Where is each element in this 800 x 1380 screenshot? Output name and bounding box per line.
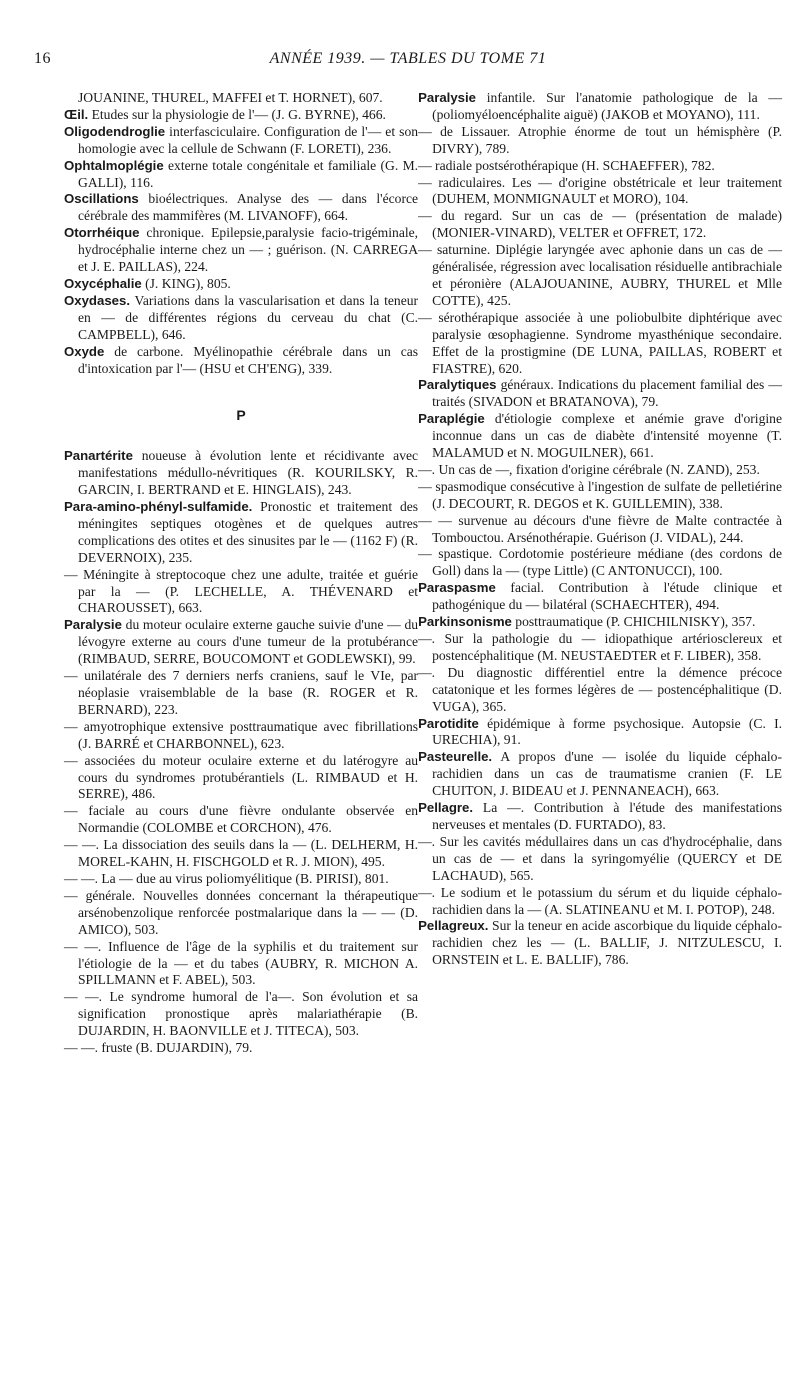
entry-headword: Oxycéphalie bbox=[64, 275, 142, 291]
index-entry bbox=[64, 1040, 418, 1057]
entry-text: interfasciculaire. Configuration de l'— et son homologie avec la cellule de Schwann (F. LORETI), 236. bbox=[78, 123, 419, 156]
index-entry bbox=[64, 989, 418, 1040]
entry-headword: Parkinsonisme bbox=[418, 614, 512, 630]
entry-text: —. Le sodium et le potassium du sérum et du liquide céphalo-rachidien dans la — (A. SLATINEANU et M. I. POTOP), 248. bbox=[418, 884, 782, 917]
entry-headword: Paralysie bbox=[418, 90, 476, 105]
entry-text: — —. Le syndrome humoral de l'a—. Son évolution et sa signification pronostique après malariathérapie (B. DUJARDIN, H. BAONVILLE et J. TITECA), 503. bbox=[64, 989, 419, 1039]
entry-text: — —. La — due au virus poliomyélitique (B. PIRISI), 801. bbox=[64, 870, 389, 886]
index-entry bbox=[418, 749, 782, 800]
entry-text: — —. fruste (B. DUJARDIN), 79. bbox=[64, 1040, 253, 1056]
right-column bbox=[418, 90, 782, 1057]
index-entry bbox=[64, 344, 418, 378]
index-entry bbox=[64, 871, 418, 888]
index-entry bbox=[418, 631, 782, 665]
entry-text: —. Sur les cavités médullaires dans un cas d'hydrocéphalie, dans un cas de — et dans la syringomyélie (QUERCY et DE LACHAUD), 565. bbox=[418, 833, 782, 883]
entry-headword: Paraplégie bbox=[418, 411, 485, 427]
index-entry bbox=[418, 242, 782, 310]
entry-text: bioélectriques. Analyse des — dans l'écorce cérébrale des mammifères (M. LIVANOFF), 664. bbox=[78, 191, 419, 224]
index-entry bbox=[418, 411, 782, 462]
entry-text: — radiculaires. Les — d'origine obstétricale et leur traitement (DUHEM, MONMIGNAULT et MORO), 104. bbox=[418, 174, 782, 207]
index-entry bbox=[418, 800, 782, 834]
index-entry bbox=[64, 448, 418, 499]
index-entry bbox=[64, 837, 418, 871]
entry-text: — sérothérapique associée à une poliobulbite diphtérique avec paralysie œsophagienne. Syndrome myasthénique secondaire. Effet de la prostigmine (DE LUNA, PAILLAS, ROBERT et FIASTRE), 620. bbox=[418, 309, 782, 376]
index-entry bbox=[64, 617, 418, 668]
index-entry bbox=[418, 834, 782, 885]
entry-text: — associées du moteur oculaire externe et du latérogyre au cours du syndromes protubérantiels (L. RIMBAUD et H. SERRE), 486. bbox=[64, 752, 419, 802]
index-entry bbox=[418, 90, 782, 124]
entry-text: — générale. Nouvelles données concernant la thérapeutique arsénobenzolique renforcée postmalarique dans la — — (D. AMICO), 503. bbox=[64, 887, 419, 937]
entry-headword: Oxyde bbox=[64, 343, 105, 359]
index-entry bbox=[418, 885, 782, 919]
index-entry bbox=[418, 479, 782, 513]
running-title: ANNÉE 1939. — TABLES DU TOME 71 bbox=[269, 50, 547, 67]
entry-headword: Panartérite bbox=[64, 448, 133, 464]
left-column-bottom-entries bbox=[64, 448, 418, 1057]
index-entry bbox=[64, 567, 418, 618]
entry-text: A propos d'une — isolée du liquide céphalo-rachidien dans un cas de traumatisme cranien (F. LE CHUITON, J. BIDEAU et J. PENNANEACH), 663. bbox=[432, 749, 782, 799]
index-entry bbox=[418, 377, 782, 411]
index-entry bbox=[64, 719, 418, 753]
entry-headword: Paralytiques bbox=[418, 377, 497, 393]
entry-headword: Otorrhéique bbox=[64, 225, 140, 241]
entry-text: — radiale postsérothérapique (H. SCHAEFFER), 782. bbox=[418, 157, 715, 173]
index-entry bbox=[64, 499, 418, 567]
entry-text: —. Un cas de —, fixation d'origine cérébrale (N. ZAND), 253. bbox=[418, 461, 760, 477]
entry-text: Pronostic et traitement des méningites septiques otogènes et de quelques autres complications des otites et des sinusites par le — (1162 F) (R. DEVERNOIX), 235. bbox=[78, 499, 419, 565]
index-entry bbox=[64, 888, 418, 939]
entry-text: JOUANINE, THUREL, MAFFEI et T. HORNET), 607. bbox=[78, 90, 383, 105]
index-entry bbox=[418, 546, 782, 580]
entry-text: — unilatérale des 7 derniers nerfs craniens, sauf le VIe, par néoplasie vraisemblable de la base (R. ROGER et R. BERNARD), 223. bbox=[64, 668, 419, 717]
entry-text: — faciale au cours d'une fièvre ondulante observée en Normandie (COLOMBE et CORCHON), 476. bbox=[64, 803, 419, 836]
index-entry bbox=[64, 803, 418, 837]
entry-text: posttraumatique (P. CHICHILNISKY), 357. bbox=[515, 614, 756, 630]
index-entry bbox=[64, 107, 418, 124]
entry-text: épidémique à forme psychosique. Autopsie (C. I. URECHIA), 91. bbox=[432, 715, 783, 748]
entry-headword: Oligodendroglie bbox=[64, 123, 166, 139]
index-entry bbox=[418, 208, 782, 242]
entry-headword: Paraspasme bbox=[418, 580, 496, 596]
index-entry bbox=[64, 191, 418, 225]
entry-text: — spastique. Cordotomie postérieure médiane (des cordons de Goll) dans la — (type Little) (C ANTONUCCI), 100. bbox=[418, 546, 782, 579]
index-entry bbox=[64, 753, 418, 804]
index-entry bbox=[64, 158, 418, 192]
entry-text: généraux. Indications du placement familial des — traités (SIVADON et BRATANOVA), 79. bbox=[432, 377, 782, 410]
left-column bbox=[64, 90, 418, 1057]
entry-headword: Paralysie bbox=[64, 617, 122, 633]
entry-text: — spasmodique consécutive à l'ingestion de sulfate de pelletiérine (J. DECOURT, R. DEGOS et K. GUILLEMIN), 338. bbox=[418, 478, 782, 511]
entry-text: du moteur oculaire externe gauche suivie d'une — du lévogyre externe au cours d'une tumeur de la protubérance (RIMBAUD, SERRE, BOUCOMONT et GODLEWSKI), 99. bbox=[78, 617, 419, 667]
entry-text: externe totale congénitale et familiale (G. M. GALLI), 116. bbox=[78, 157, 419, 190]
page-number: 16 bbox=[34, 50, 51, 67]
entry-headword: Parotidite bbox=[418, 715, 479, 731]
index-entry bbox=[64, 668, 418, 719]
entry-text: — —. Influence de l'âge de la syphilis et du traitement sur l'étiologie de la — et du tabes (AUBRY, R. MICHON A. SPILLMANN et F. ABEL), 503. bbox=[64, 938, 419, 988]
index-entry bbox=[418, 580, 782, 614]
entry-headword: Pellagre. bbox=[418, 800, 474, 816]
entry-text: — Méningite à streptocoque chez une adulte, traitée et guérie par la — (P. LECHELLE, A. THÉVENARD et CHAROUSSET), 663. bbox=[64, 566, 419, 616]
entry-text: —. Du diagnostic différentiel entre la démence précoce catatonique et les formes légères de — postencéphalitique (D. VUGA), 365. bbox=[418, 664, 782, 714]
entry-text: infantile. Sur l'anatomie pathologique de la — (poliomyéloencéphalite aiguë) (JAKOB et MOYANO), 111. bbox=[432, 90, 782, 122]
index-entry bbox=[418, 462, 782, 479]
entry-text: —. Sur la pathologie du — idiopathique artériosclereux et postencéphalitique (M. NEUSTAEDTER et F. LIBER), 358. bbox=[418, 631, 782, 663]
entry-headword: Oxydases. bbox=[64, 292, 130, 308]
index-entry bbox=[64, 90, 418, 107]
entry-text: noueuse à évolution lente et récidivante avec manifestations médullo-névritiques (R. KOURILSKY, R. GARCIN, I. BERTRAND et E. HINGLAIS), 243. bbox=[78, 448, 419, 498]
index-entry bbox=[418, 175, 782, 209]
entry-text: Variations dans la vascularisation et dans la teneur en — de différentes régions du cerveau du chat (C. CAMPBELL), 646. bbox=[78, 292, 419, 342]
entry-text: — amyotrophique extensive posttraumatique avec fibrillations (J. BARRÉ et CHARBONNEL), 623. bbox=[64, 718, 419, 751]
entry-headword: Para-amino-phényl-sulfamide. bbox=[64, 499, 253, 515]
entry-text: de carbone. Myélinopathie cérébrale dans un cas d'intoxication par l'— (HSU et CH'ENG), 339. bbox=[78, 343, 419, 376]
entry-text: La —. Contribution à l'étude des manifestations nerveuses et mentales (D. FURTADO), 83. bbox=[432, 800, 782, 832]
index-entry bbox=[418, 310, 782, 378]
entry-text: Etudes sur la physiologie de l'— (J. G. BYRNE), 466. bbox=[91, 106, 386, 122]
left-column-top-entries bbox=[64, 90, 418, 377]
index-entry bbox=[418, 124, 782, 158]
entry-text: Sur la teneur en acide ascorbique du liquide céphalo-rachidien chez les — (L. BALLIF, J. NITZULESCU, I. ORNSTEIN et L. E. BALLIF), 786. bbox=[432, 918, 782, 968]
index-entry bbox=[64, 124, 418, 158]
entry-text: — saturnine. Diplégie laryngée avec aphonie dans un cas de — généralisée, régression avec localisation résiduelle antibrachiale et péronière (ALAJOUANINE, AUBRY, THUREL et Mlle COTTE), 425. bbox=[418, 242, 782, 308]
entry-text: chronique. Epilepsie,paralysie facio-trigéminale, hydrocéphalie interne chez un — ; guérison. (N. CARREGA et J. E. PAILLAS), 224. bbox=[78, 225, 419, 275]
index-entry bbox=[64, 939, 418, 990]
entry-headword: Pasteurelle. bbox=[418, 749, 493, 765]
right-column-entries bbox=[418, 90, 782, 969]
index-entry bbox=[64, 293, 418, 344]
index-entry bbox=[418, 513, 782, 547]
entry-text: — de Lissauer. Atrophie énorme de tout un hémisphère (P. DIVRY), 789. bbox=[418, 123, 782, 156]
entry-headword: Œil. bbox=[64, 106, 89, 122]
entry-text: (J. KING), 805. bbox=[145, 275, 231, 291]
entry-headword: Oscillations bbox=[64, 191, 139, 207]
index-entry bbox=[418, 918, 782, 969]
entry-text: d'étiologie complexe et anémie grave d'origine inconnue dans un cas de diabète d'intensité moyenne (T. MALAMUD et N. MOGUILNER), 661. bbox=[432, 411, 782, 461]
index-entry bbox=[418, 665, 782, 716]
page-header bbox=[34, 50, 782, 80]
columns bbox=[34, 90, 782, 1057]
index-entry bbox=[64, 276, 418, 293]
index-entry bbox=[64, 225, 418, 276]
entry-text: — du regard. Sur un cas de — (présentation de malade) (MONIER-VINARD), VELTER et OFFRET, 172. bbox=[418, 208, 782, 241]
entry-text: — —. La dissociation des seuils dans la — (L. DELHERM, H. MOREL-KAHN, H. FISCHGOLD et R. J. MION), 495. bbox=[64, 837, 419, 870]
index-entry bbox=[418, 716, 782, 750]
index-entry bbox=[418, 158, 782, 175]
entry-text: facial. Contribution à l'étude clinique et pathogénique du — bilatéral (SCHAECHTER), 494. bbox=[432, 580, 782, 613]
index-entry bbox=[418, 614, 782, 631]
entry-text: — — survenue au décours d'une fièvre de Malte contractée à Tombouctou. Arsénothérapie. Guérison (J. VIDAL), 244. bbox=[418, 512, 782, 545]
entry-headword: Pellagreux. bbox=[418, 918, 489, 934]
entry-headword: Ophtalmoplégie bbox=[64, 157, 164, 173]
section-letter: P bbox=[236, 407, 246, 424]
